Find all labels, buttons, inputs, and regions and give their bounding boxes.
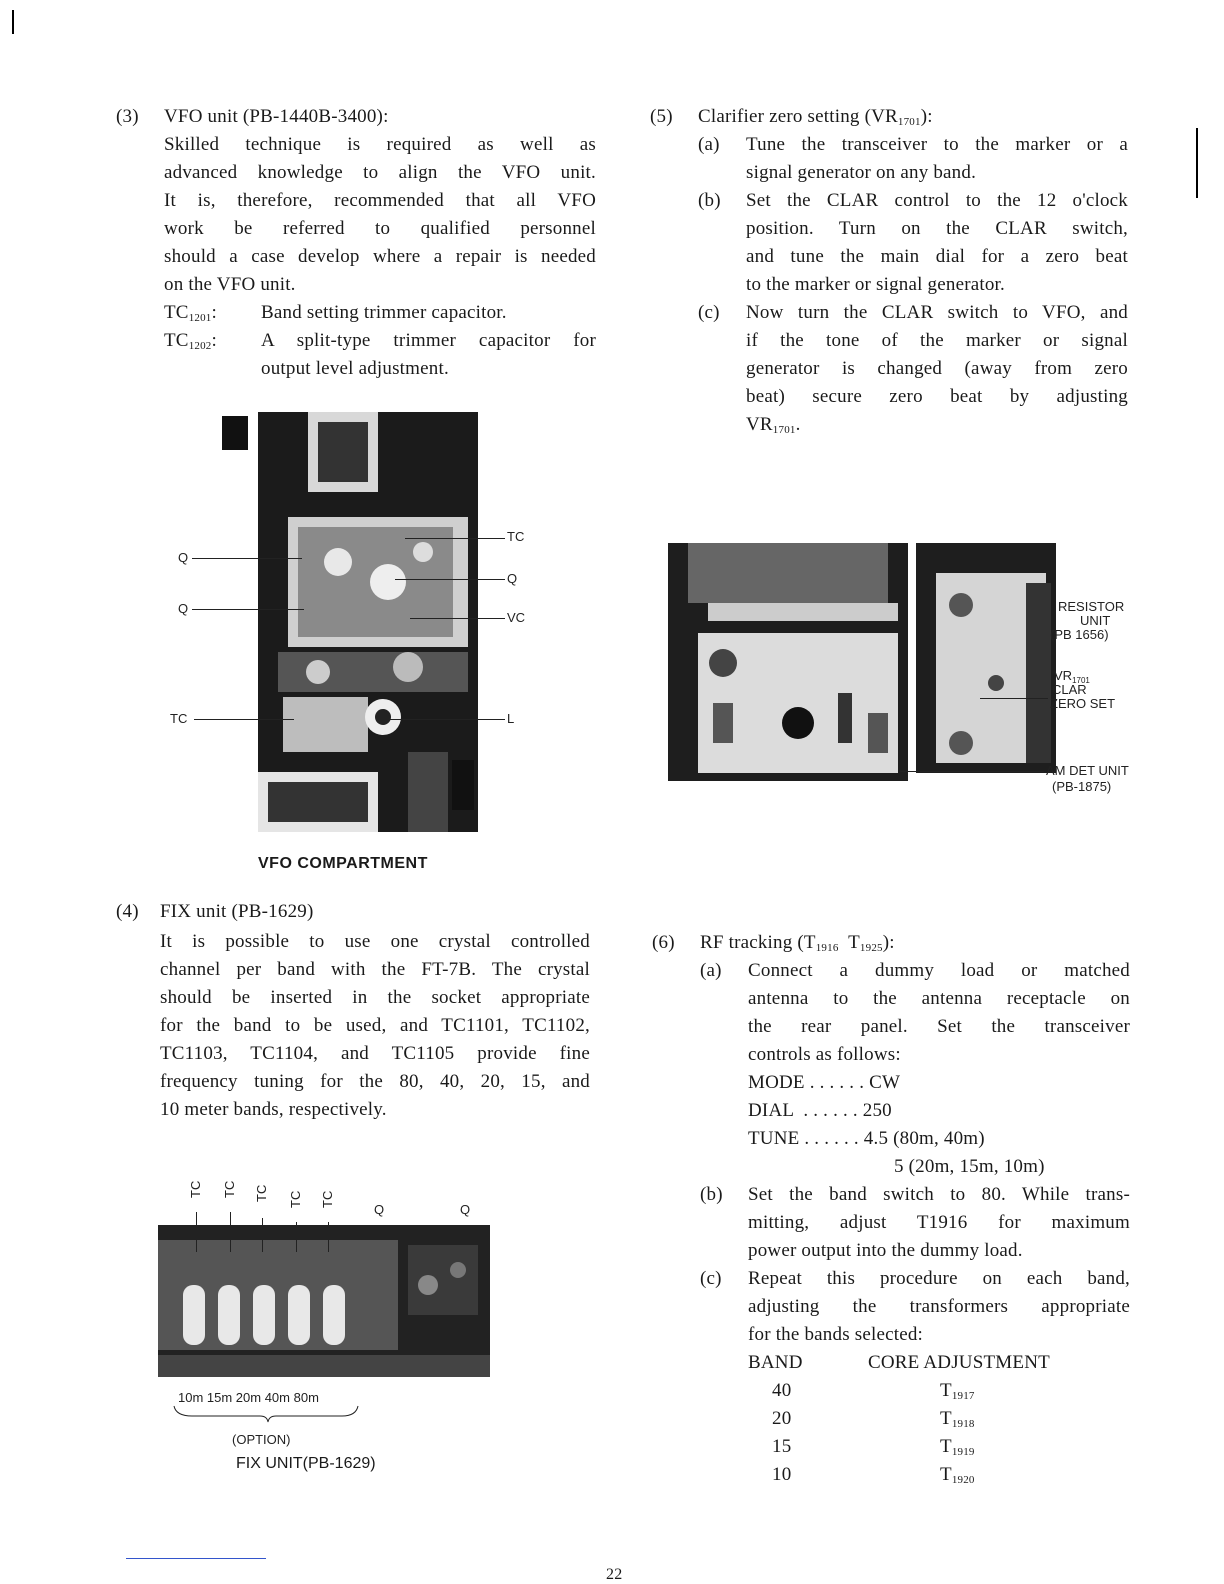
section-3-body — [164, 131, 596, 383]
s6-mode: MODE . . . . . . CW — [748, 1072, 901, 1093]
s4-line: frequency tuning for the 80, 40, 20, 15, and — [160, 1071, 590, 1092]
fix-tc-label: TC — [188, 1180, 203, 1198]
clar-photo-left-art — [668, 543, 908, 781]
vfo-leader — [410, 618, 505, 619]
core-band: 15 — [772, 1436, 792, 1457]
clar-leader — [900, 771, 1044, 772]
section-3-number: (3) — [116, 106, 139, 127]
core-adj: $T_{1920}$ — [940, 1464, 975, 1486]
clar-label-resistor: RESISTOR — [1058, 599, 1125, 614]
section-4-body — [160, 928, 590, 1124]
s3-line: should a case develop where a repair is needed — [164, 246, 596, 267]
core-band: 20 — [772, 1408, 792, 1429]
s5-b-line: position. Turn on the CLAR switch, — [746, 218, 1128, 239]
s4-line: 10 meter bands, respectively. — [160, 1099, 387, 1120]
vfo-label-q-right: Q — [507, 571, 518, 586]
tc1202-desc: A split-type trimmer capacitor for — [261, 330, 596, 351]
fix-band-labels: 10m 15m 20m 40m 80m — [178, 1390, 319, 1405]
vfo-leader — [405, 538, 505, 539]
core-adj: $T_{1917}$ — [940, 1380, 975, 1402]
s4-line: It is possible to use one crystal controlled — [160, 931, 590, 952]
s5-b-line: and tune the main dial for a zero beat — [746, 246, 1128, 267]
vfo-label-q-left2: Q — [178, 601, 189, 616]
fix-option-brace — [172, 1404, 362, 1424]
clar-label-zero: ZERO SET — [1050, 696, 1116, 711]
vfo-caption: VFO COMPARTMENT — [258, 855, 428, 872]
tc1202-row — [164, 327, 596, 355]
s6-b-line: power output into the dummy load. — [748, 1240, 1023, 1261]
s5-b-tag: (b) — [698, 190, 721, 211]
section-5-a — [698, 131, 1128, 439]
s3-line: Skilled technique is required as well as — [164, 134, 596, 155]
core-table-h-band: BAND — [748, 1352, 803, 1373]
vfo-right-block — [452, 760, 474, 810]
s4-line: channel per band with the FT-7B. The crystal — [160, 959, 590, 980]
s5-c-last: $VR_{1701}$. — [746, 414, 801, 436]
s3-line: on the VFO unit. — [164, 274, 296, 295]
s5-c-line: beat) secure zero beat by adjusting — [746, 386, 1128, 407]
section-4-header — [116, 898, 596, 926]
fix-tc-leaders — [196, 1212, 346, 1252]
s6-tune: TUNE . . . . . . 4.5 (80m, 40m) — [748, 1128, 985, 1149]
s5-a-line: signal generator on any band. — [746, 162, 977, 183]
s5-c-line: Now turn the CLAR switch to VFO, and — [746, 302, 1128, 323]
s5-a-line: Tune the transceiver to the marker or a — [746, 134, 1128, 155]
section-6-title: RF tracking ($T_{1916}$ $T_{1925}$): — [700, 932, 895, 954]
s5-c-line: if the tone of the marker or signal — [746, 330, 1128, 351]
s5-c-line: generator is changed (away from zero — [746, 358, 1128, 379]
clar-photo-right-art — [916, 543, 1056, 773]
s4-line: for the band to be used, and TC1101, TC1102, — [160, 1015, 590, 1036]
tc1201-desc: Band setting trimmer capacitor. — [261, 302, 507, 323]
core-adj: $T_{1919}$ — [940, 1436, 975, 1458]
fix-option-label: (OPTION) — [232, 1432, 291, 1447]
section-5-number: (5) — [650, 106, 673, 127]
vfo-leader — [395, 579, 505, 580]
margin-mark-right — [1196, 128, 1198, 198]
clar-label-pb1875: (PB-1875) — [1052, 779, 1112, 794]
fix-caption: FIX UNIT(PB-1629) — [236, 1455, 376, 1472]
vfo-leader — [194, 719, 294, 720]
section-6-number: (6) — [652, 932, 675, 953]
core-table-h-core: CORE ADJUSTMENT — [868, 1352, 1050, 1373]
core-table-row — [748, 1433, 1130, 1461]
fix-tc-label: TC — [320, 1190, 335, 1208]
section-3-title: VFO unit (PB-1440B-3400): — [164, 106, 389, 127]
vfo-label-tc-left: TC — [170, 711, 188, 726]
core-table-header — [748, 1349, 1130, 1377]
clar-label-clar: CLAR — [1052, 682, 1087, 697]
clar-label-pb1656: (PB 1656) — [1050, 627, 1109, 642]
s3-line: advanced knowledge to align the VFO unit. — [164, 162, 596, 183]
vfo-photo-art — [258, 412, 478, 832]
core-table-row — [748, 1461, 1130, 1489]
tc1202-label: $TC_{1202}$: — [164, 330, 217, 352]
tc1202-desc-cont: output level adjustment. — [261, 358, 449, 379]
vfo-left-block — [222, 416, 248, 450]
s4-line: TC1103, TC1104, and TC1105 provide fine — [160, 1043, 590, 1064]
tc1201-label: $TC_{1201}$: — [164, 302, 217, 324]
s6-a-line: controls as follows: — [748, 1044, 901, 1065]
core-table-row — [748, 1377, 1130, 1405]
section-5-header — [650, 103, 1130, 131]
vfo-compartment-photo — [258, 412, 478, 832]
s5-b-line: to the marker or signal generator. — [746, 274, 1005, 295]
s6-a-line: Connect a dummy load or matched — [748, 960, 1130, 981]
footer-rule — [126, 1558, 266, 1559]
vfo-leader — [390, 719, 505, 720]
s5-c-tag: (c) — [698, 302, 720, 323]
s5-b-line: Set the CLAR control to the 12 o'clock — [746, 190, 1128, 211]
s3-line: It is, therefore, recommended that all VFO — [164, 190, 596, 211]
fix-label-q1102: Q — [460, 1202, 471, 1217]
vfo-leader — [192, 558, 302, 559]
s6-tune2: 5 (20m, 15m, 10m) — [894, 1156, 1045, 1177]
clar-label-vr: $VR_{1701}$ — [1054, 668, 1090, 685]
vfo-label-tc-top: TC — [507, 529, 525, 544]
fix-tc-label: TC — [254, 1184, 269, 1202]
fix-tc-label: TC — [222, 1180, 237, 1198]
clar-photo-right — [916, 543, 1056, 773]
s6-a-line: antenna to the antenna receptacle on — [748, 988, 1130, 1009]
s6-c-tag: (c) — [700, 1268, 722, 1289]
s6-b-tag: (b) — [700, 1184, 723, 1205]
s6-c-line: adjusting the transformers appropriate — [748, 1296, 1130, 1317]
section-4-number: (4) — [116, 901, 139, 922]
s6-b-line: Set the band switch to 80. While trans- — [748, 1184, 1130, 1205]
s3-line: work be referred to qualified personnel — [164, 218, 596, 239]
clar-label-unit: UNIT — [1080, 613, 1111, 628]
core-adj: $T_{1918}$ — [940, 1408, 975, 1430]
s6-a-tag: (a) — [700, 960, 722, 981]
margin-mark-left — [12, 10, 14, 34]
s6-c-line: Repeat this procedure on each band, — [748, 1268, 1130, 1289]
clar-label-amdet: AM DET UNIT — [1046, 763, 1129, 778]
section-4-title: FIX unit (PB-1629) — [160, 901, 314, 922]
s6-dial: DIAL . . . . . . 250 — [748, 1100, 892, 1121]
fix-tc-label: TC — [288, 1190, 303, 1208]
s6-a-line: the rear panel. Set the transceiver — [748, 1016, 1130, 1037]
section-5-title: Clarifier zero setting $(VR_{1701})$: — [698, 106, 933, 128]
section-6-header — [652, 929, 1132, 957]
vfo-leader — [192, 609, 304, 610]
core-band: 40 — [772, 1380, 792, 1401]
section-6-body — [700, 957, 1130, 1489]
s5-a-tag: (a) — [698, 134, 720, 155]
clar-photo-left — [668, 543, 908, 781]
s6-b-line: mitting, adjust T1916 for maximum — [748, 1212, 1130, 1233]
s4-line: should be inserted in the socket appropriate — [160, 987, 590, 1008]
tc1201-row — [164, 299, 596, 327]
core-band: 10 — [772, 1464, 792, 1485]
s6-c-line: for the bands selected: — [748, 1324, 924, 1345]
vfo-label-l: L — [507, 711, 515, 726]
core-table-row — [748, 1405, 1130, 1433]
vfo-label-vc: VC — [507, 610, 526, 625]
page-number: 22 — [606, 1566, 623, 1583]
vfo-label-q-left1: Q — [178, 550, 189, 565]
clar-leader — [980, 698, 1048, 699]
fix-label-q1101: Q — [374, 1202, 385, 1217]
